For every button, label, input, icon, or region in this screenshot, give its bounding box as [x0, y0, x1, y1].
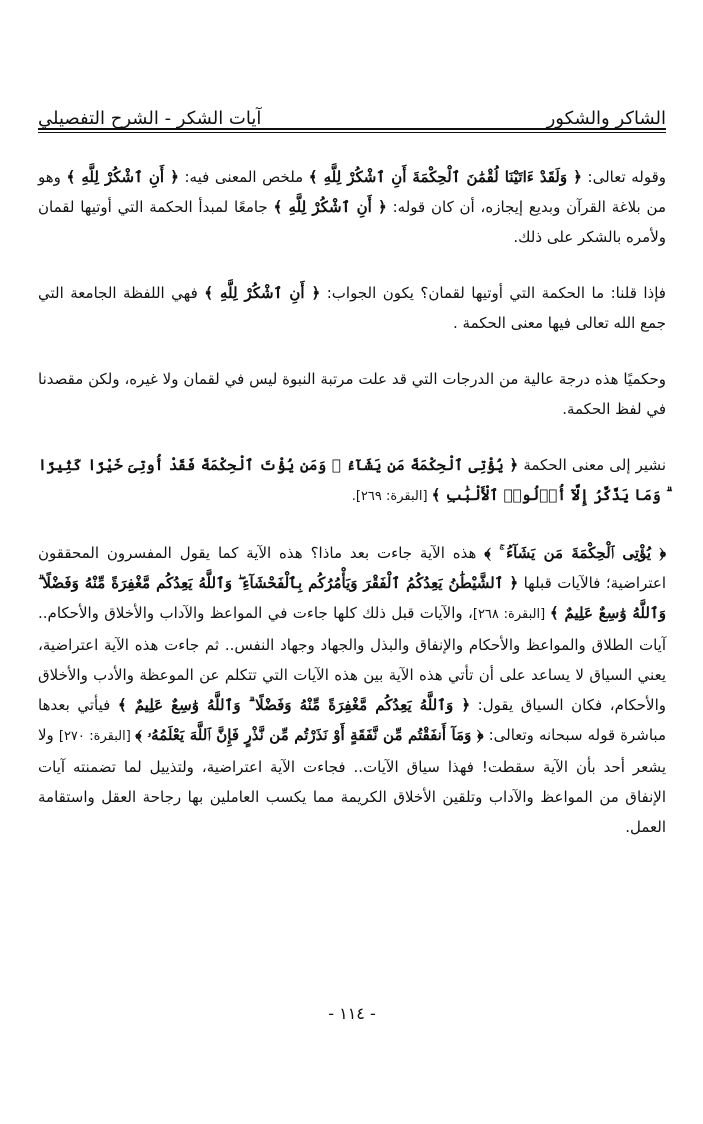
text-segment: فيأتي بعدها مباشرة قوله سبحانه وتعالى: — [38, 696, 666, 744]
paragraph-4 — [38, 450, 666, 512]
quran-verse: ﴿ أَنِ ٱشْكُرْ لِلَّهِ ﴾ — [273, 198, 387, 216]
text-segment: ولا يشعر أحد بأن الآية سقطت! فهذا سياق الآيات.. فجاءت الآية اعتراضية، ولتذييل لما تضمنته آيات الإنفاق من المواعظ والآداب وتلقين الأخلاق الكريمة مما يكسب العاملين بها رجاحة العقل واستقامة العمل. — [38, 726, 666, 836]
quran-verse: ﴿ وَٱللَّهُ يَعِدُكُم مَّغْفِرَةً مِّنْهُ وَفَضْلًا ۗ وَٱللَّهُ وَٰسِعٌ عَلِيمٌ ﴾ — [117, 696, 471, 714]
text-segment: وقوله تعالى: — [581, 168, 667, 186]
document-page — [38, 0, 666, 1124]
paragraph-1 — [38, 162, 666, 252]
text-segment: ، والآيات قبل ذلك كلها جاءت في المواعظ والآداب والأخلاق والأحكام.. آيات الطلاق والمواعظ والأحكام والإنفاق والبذل والجهاد وجهاد النفس.. ثم جاءت هذه الآية اعتراضية، يعني السياق لا يساعد على أن تأتي هذه الآية بين هذه الآيات التي تتكلم عن الموعظة والأدب والأخلاق والأحكام، فكان السياق يقول: — [38, 604, 666, 714]
text-segment: وحكميًا هذه درجة عالية من الدرجات التي قد علت مرتبة النبوة ليس في لقمان ولا غيره، ولكن مقصدنا في لفظ الحكمة. — [38, 370, 666, 418]
verse-reference: [البقرة: ٢٦٨] — [472, 607, 550, 622]
paragraph-3 — [38, 364, 666, 424]
text-segment: وهو من بلاغة القرآن وبديع إيجازه، أن كان قوله: — [38, 168, 666, 216]
text-segment: فإذا قلنا: ما الحكمة التي أوتيها لقمان؟ يكون الجواب: — [320, 284, 666, 302]
header-rule — [38, 128, 666, 130]
paragraph-2 — [38, 278, 666, 338]
quran-verse: ﴿ أَنِ ٱشْكُرْ لِلَّهِ ﴾ — [66, 168, 179, 186]
header-rule-thin — [38, 132, 666, 133]
page-number: - ١١٤ - — [328, 1004, 376, 1023]
body-text — [38, 162, 666, 842]
verse-reference: [البقرة: ٢٧٠] — [58, 729, 136, 744]
quran-verse: ﴿ يُؤْتِى ٱلْحِكْمَةَ مَن يَشَآءُ ۚ ﴾ — [484, 544, 666, 562]
text-segment: جامعًا لمبدأ الحكمة التي أوتيها لقمان ولأمره بالشكر على ذلك. — [38, 198, 666, 246]
paragraph-5 — [38, 538, 666, 842]
text-segment: هذه الآية جاءت بعد ماذا؟ هذه الآية كما يقول المفسرون المحققون اعتراضية؛ فالآيات قبلها — [38, 544, 666, 592]
running-header — [38, 92, 666, 128]
book-title: الشاكر والشكور — [546, 108, 666, 129]
quran-verse: ﴿ يُؤْتِى ٱلْحِكْمَةَ مَن يَشَآءُ ۚ وَمَن يُؤْتَ ٱلْحِكْمَةَ فَقَدْ أُوتِىَ خَيْرًا كَثِيرًا ۗ وَمَا يَذَّكَّرُ إِلَّآ أُو۟لُوا۟ ٱلْأَلْبَٰبِ ﴾ — [38, 456, 666, 504]
text-segment: ملخص المعنى فيه: — [178, 168, 309, 186]
verse-reference: [البقرة: ٢٦٩]. — [351, 489, 432, 504]
quran-verse: ﴿ ٱلشَّيْطَٰنُ يَعِدُكُمُ ٱلْفَقْرَ وَيَأْمُرُكُم بِٱلْفَحْشَآءِ ۖ وَٱللَّهُ يَعِدُكُم مَّغْفِرَةً مِّنْهُ وَفَضْلًا ۗ وَٱللَّهُ وَٰسِعٌ عَلِيمٌ ﴾ — [38, 574, 666, 622]
text-segment: نشير إلى معنى الحكمة — [518, 456, 667, 474]
quran-verse: ﴿ وَمَآ أَنفَقْتُم مِّن نَّفَقَةٍ أَوْ نَذَرْتُم مِّن نَّذْرٍ فَإِنَّ ٱللَّهَ يَعْلَمُهُۥ ﴾ — [135, 726, 484, 744]
section-title: آيات الشكر - الشرح التفصيلي — [38, 108, 262, 129]
quran-verse: ﴿ أَنِ ٱشْكُرْ لِلَّهِ ﴾ — [204, 284, 321, 302]
text-segment: فهي اللفظة الجامعة التي جمع الله تعالى فيها معنى الحكمة . — [38, 284, 666, 332]
quran-verse: ﴿ وَلَقَدْ ءَاتَيْنَا لُقْمَٰنَ ٱلْحِكْمَةَ أَنِ ٱشْكُرْ لِلَّهِ ﴾ — [308, 168, 582, 186]
